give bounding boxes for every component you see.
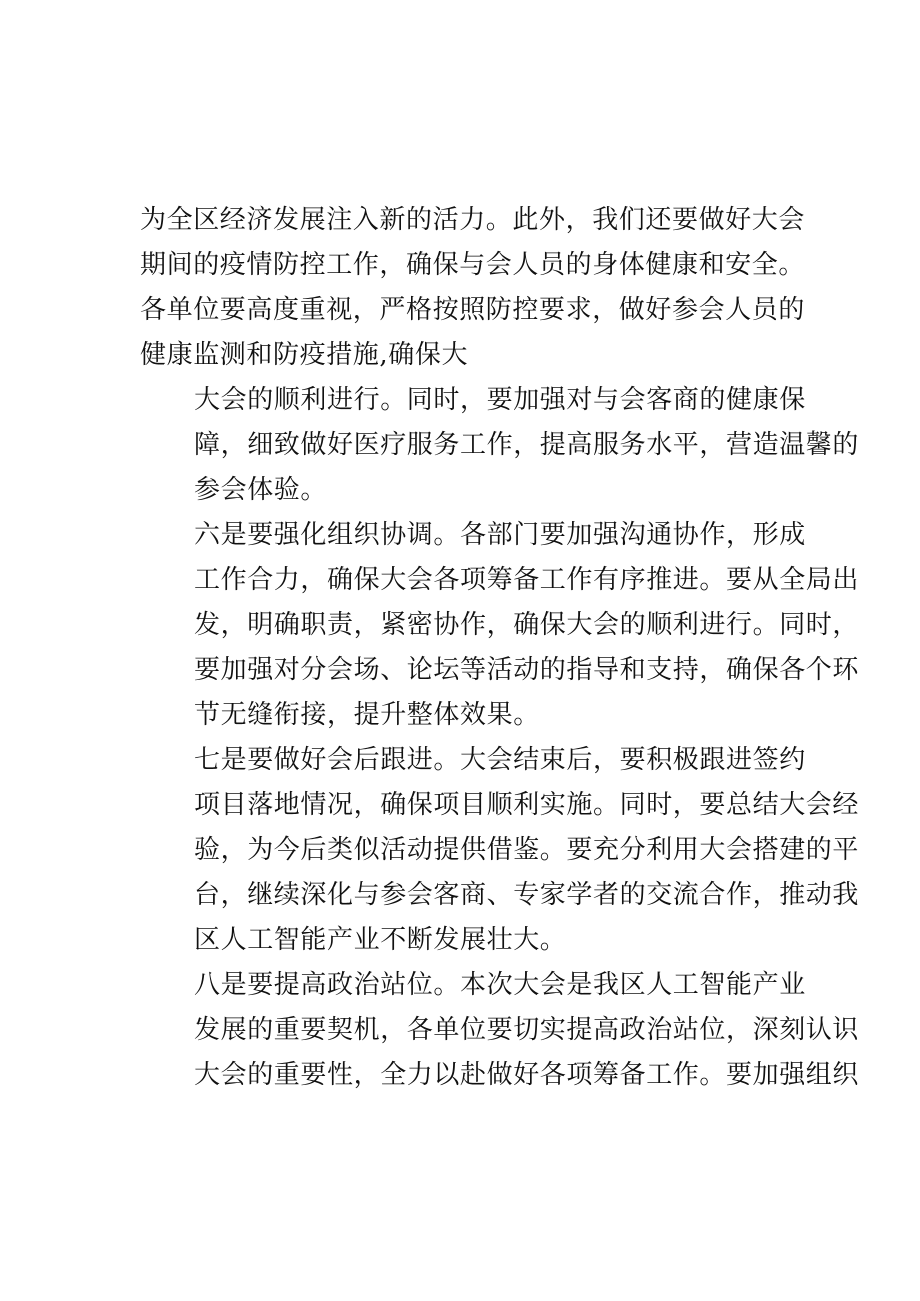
document-page	[140, 198, 860, 1098]
text-line: 区人工智能产业不断发展壮大。	[194, 925, 567, 955]
text-line: 参会体验。	[194, 475, 328, 505]
text-line: 台，继续深化与参会客商、专家学者的交流合作，推动我	[194, 880, 860, 910]
paragraph-point-six-coordination	[140, 513, 860, 738]
text-line: 发，明确职责，紧密协作，确保大会的顺利进行。同时，	[194, 610, 860, 640]
text-line: 期间的疫情防控工作，确保与会人员的身体健康和安全。	[140, 250, 806, 280]
text-line: 健康监测和防疫措施,确保大	[140, 340, 469, 370]
paragraph-point-seven-follow-up	[140, 738, 860, 963]
text-line: 验，为今后类似活动提供借鉴。要充分利用大会搭建的平	[194, 835, 860, 865]
text-line: 工作合力，确保大会各项筹备工作有序推进。要从全局出	[194, 565, 860, 595]
text-line: 各单位要高度重视，严格按照防控要求，做好参会人员的	[140, 295, 806, 325]
paragraph-health-service	[140, 378, 860, 513]
text-line: 发展的重要契机，各单位要切实提高政治站位，深刻认识	[194, 1015, 860, 1045]
text-line: 项目落地情况，确保项目顺利实施。同时，要总结大会经	[194, 790, 860, 820]
paragraph-epidemic-prevention	[140, 198, 806, 378]
text-line: 七是要做好会后跟进。大会结束后，要积极跟进签约	[194, 745, 806, 775]
text-line: 八是要提高政治站位。本次大会是我区人工智能产业	[194, 970, 806, 1000]
text-line: 节无缝衔接，提升整体效果。	[194, 700, 540, 730]
text-line: 六是要强化组织协调。各部门要加强沟通协作，形成	[194, 520, 806, 550]
paragraph-point-eight-political-stance	[140, 963, 860, 1098]
text-line: 为全区经济发展注入新的活力。此外，我们还要做好大会	[140, 205, 806, 235]
text-line: 大会的重要性，全力以赴做好各项筹备工作。要加强组织	[194, 1060, 860, 1090]
text-line: 大会的顺利进行。同时，要加强对与会客商的健康保	[194, 385, 806, 415]
text-line: 要加强对分会场、论坛等活动的指导和支持，确保各个环	[194, 655, 860, 685]
text-line: 障，细致做好医疗服务工作，提高服务水平，营造温馨的	[194, 430, 860, 460]
